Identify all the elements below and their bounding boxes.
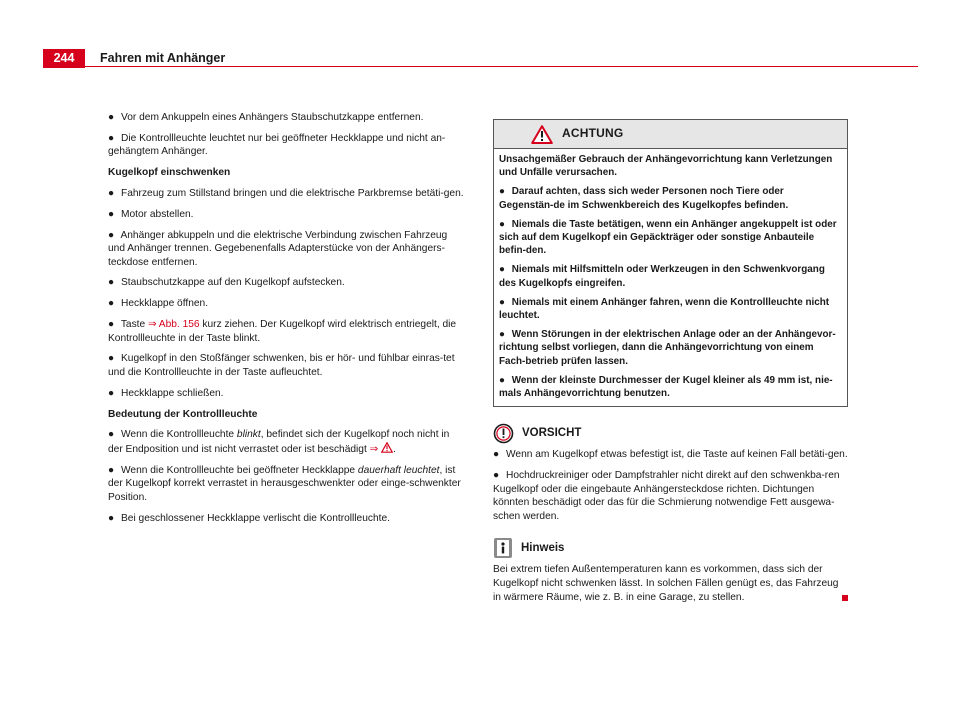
list-item: ● Fahrzeug zum Stillstand bringen und die elektrische Parkbremse betäti-gen. bbox=[108, 187, 464, 199]
header-rule bbox=[43, 66, 918, 67]
section-heading-meaning: Bedeutung der Kontrollleuchte bbox=[108, 408, 258, 420]
list-item: ● Wenn am Kugelkopf etwas befestigt ist, die Taste auf keinen Fall betäti-gen. bbox=[493, 449, 848, 461]
list-item: ● Wenn Störungen in der elektrischen Anlage oder an der Anhängevor-richtung selbst vorliegen, dann die Anhängevorrichtung von einem Fach-betrieb prüfen lassen. bbox=[499, 329, 836, 367]
section-heading-swing-in: Kugelkopf einschwenken bbox=[108, 167, 231, 179]
bullet-icon: ● bbox=[493, 470, 500, 482]
left-column bbox=[108, 111, 464, 532]
warning-title: ACHTUNG bbox=[562, 126, 624, 141]
warning-link[interactable]: ⇒ bbox=[370, 444, 393, 455]
warning-intro: Unsachgemäßer Gebrauch der Anhängevorrichtung kann Verletzungen und Unfälle verursachen. bbox=[499, 154, 833, 179]
list-item: ● Bei geschlossener Heckklappe verlischt die Kontrollleuchte. bbox=[108, 512, 390, 524]
note-info-icon bbox=[493, 537, 513, 559]
end-of-section-icon bbox=[842, 595, 848, 601]
note-text: Bei extrem tiefen Außentemperaturen kann es vorkommen, dass sich der Kugelkopf nicht schwenken lässt. In solchen Fällen genügt es, das Fahrzeug in wärmere Räume, wie z. B. in eine Garage, zu stellen. bbox=[493, 563, 848, 604]
caution-title: VORSICHT bbox=[522, 426, 582, 439]
warning-body bbox=[494, 149, 847, 406]
list-item: ● Niemals die Taste betätigen, wenn ein Anhänger angekuppelt ist oder sich auf dem Kugelkopf ein Gepäckträger oder sonstige Anbauteile befin-den. bbox=[499, 218, 837, 257]
bullet-icon: ● bbox=[108, 387, 115, 399]
bullet-icon: ● bbox=[108, 298, 115, 310]
bullet-icon: ● bbox=[499, 374, 505, 386]
caution-exclamation-icon bbox=[493, 423, 514, 444]
list-item: ● Vor dem Ankuppeln eines Anhängers Staubschutzkappe entfernen. bbox=[108, 112, 424, 123]
bullet-icon: ● bbox=[108, 132, 115, 144]
warning-header bbox=[494, 120, 847, 149]
bullet-icon: ● bbox=[108, 319, 115, 331]
list-item: ● Niemals mit einem Anhänger fahren, wenn die Kontrollleuchte nicht leuchtet. bbox=[499, 296, 830, 322]
bullet-icon: ● bbox=[108, 208, 115, 220]
bullet-icon: ● bbox=[108, 353, 115, 365]
list-item: ● Wenn der kleinste Durchmesser der Kugel kleiner als 49 mm ist, nie-mals Anhängevorrichtung benutzen. bbox=[499, 374, 833, 400]
bullet-icon: ● bbox=[108, 429, 115, 441]
warning-box bbox=[493, 119, 848, 407]
chapter-title: Fahren mit Anhänger bbox=[100, 51, 226, 65]
bullet-icon: ● bbox=[499, 218, 505, 230]
bullet-icon: ● bbox=[108, 187, 115, 199]
list-item: ● Heckklappe schließen. bbox=[108, 387, 224, 399]
list-item: ● Niemals mit Hilfsmitteln oder Werkzeugen in den Schwenkvorgang des Kugelkopfs eingreifen. bbox=[499, 264, 825, 289]
list-item: ● Staubschutzkappe auf den Kugelkopf aufstecken. bbox=[108, 277, 345, 289]
list-item: ● Hochdruckreiniger oder Dampfstrahler nicht direkt auf den schwenkba-ren Kugelkopf oder die eingebaute Anhängersteckdose richten. Dichtungen könnten beschädigt oder das für die Schmierung notwendige Fett ausgewa-schen werden. bbox=[493, 470, 840, 522]
right-column bbox=[493, 119, 848, 611]
list-item: ● Wenn die Kontrollleuchte blinkt, befindet sich der Kugelkopf noch nicht in der Endposition und ist nicht verrastet oder ist beschädigt ⇒ . bbox=[108, 429, 450, 455]
bullet-icon: ● bbox=[499, 186, 505, 198]
note-title: Hinweis bbox=[521, 541, 565, 554]
bullet-icon: ● bbox=[108, 512, 115, 524]
list-item: ● Kugelkopf in den Stoßfänger schwenken, bis er hör- und fühlbar einras-tet und die Kontrollleuchte in der Taste aufleuchtet. bbox=[108, 353, 455, 378]
bullet-icon: ● bbox=[499, 264, 505, 276]
warning-triangle-icon bbox=[531, 125, 553, 144]
caution-heading bbox=[493, 423, 848, 444]
bullet-icon: ● bbox=[108, 277, 115, 289]
list-item: ● Anhänger abkuppeln und die elektrische Verbindung zwischen Fahrzeug und Anhänger trennen. Gegebenenfalls Adapterstücke von der Anhängers-teckdose entfernen. bbox=[108, 229, 448, 268]
list-item: ● Heckklappe öffnen. bbox=[108, 298, 209, 310]
bullet-icon: ● bbox=[108, 464, 115, 476]
list-item: ● Die Kontrollleuchte leuchtet nur bei geöffneter Heckklappe und nicht an-gehängtem Anhänger. bbox=[108, 132, 446, 158]
list-item: ● Darauf achten, dass sich weder Personen noch Tiere oder Gegenstän-de im Schwenkbereich des Kugelkopfes befinden. bbox=[499, 186, 789, 211]
list-item: ● Motor abstellen. bbox=[108, 208, 194, 220]
note-heading bbox=[493, 537, 848, 559]
list-item: ● Taste ⇒ Abb. 156 kurz ziehen. Der Kugelkopf wird elektrisch entriegelt, die Kontrollleuchte in der Taste blinkt. bbox=[108, 319, 457, 344]
bullet-icon: ● bbox=[493, 449, 500, 461]
bullet-icon: ● bbox=[108, 229, 115, 241]
figure-link[interactable]: ⇒ Abb. 156 bbox=[148, 319, 200, 331]
page-number: 244 bbox=[43, 49, 85, 68]
bullet-icon: ● bbox=[499, 296, 505, 308]
list-item: ● Wenn die Kontrollleuchte bei geöffneter Heckklappe dauerhaft leuchtet, ist der Kugelkopf korrekt verrastet in herausgeschwenkter oder einge-schwenkter Position. bbox=[108, 464, 461, 503]
warning-triangle-icon bbox=[381, 442, 393, 453]
bullet-icon: ● bbox=[108, 112, 115, 123]
bullet-icon: ● bbox=[499, 329, 505, 341]
